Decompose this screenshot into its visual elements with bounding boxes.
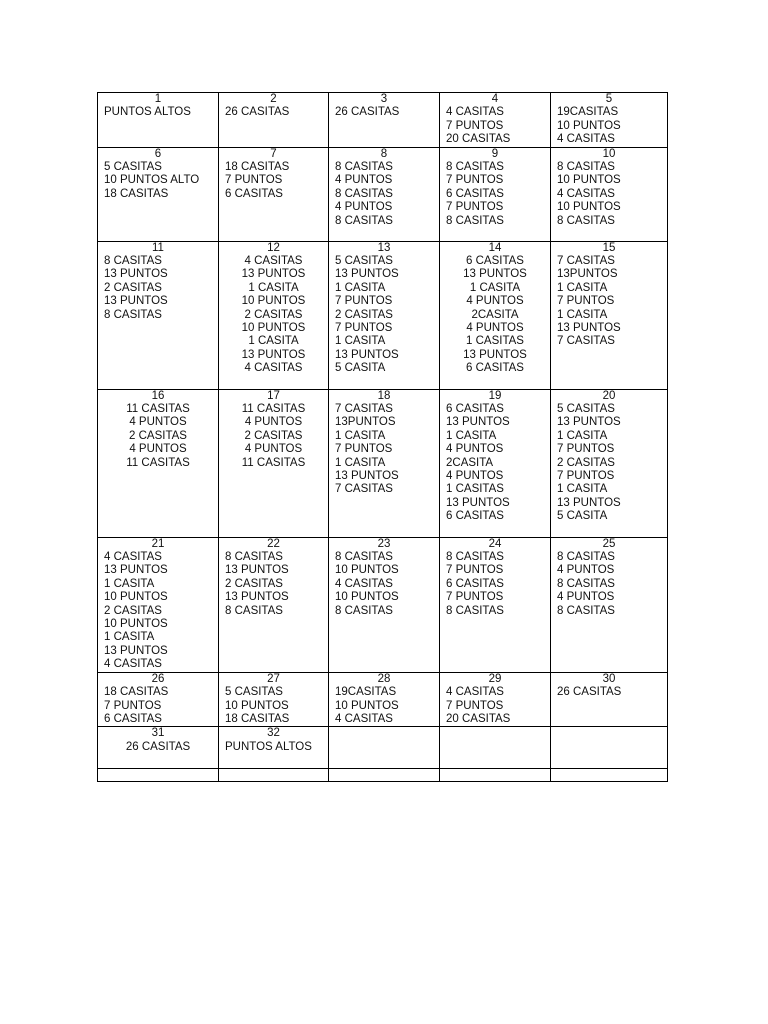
cell-line: 5 CASITA	[335, 362, 386, 375]
cell-line: 13 PUNTOS	[104, 644, 168, 657]
cell-line: 4 CASITAS	[244, 255, 303, 268]
cell-number: 17	[267, 389, 280, 402]
cell-number: 21	[151, 537, 165, 550]
table-cell	[98, 389, 219, 537]
cell-number: 26	[151, 672, 165, 685]
cell-line: 4 PUNTOS	[129, 416, 187, 429]
cell-line: 13 PUNTOS	[335, 470, 399, 483]
cell-line: 1 CASITAS	[446, 483, 504, 496]
cell-line: 1 CASITA	[335, 335, 386, 348]
cell-line: 4 PUNTOS	[335, 174, 393, 187]
cell-line: 8 CASITAS	[446, 161, 504, 174]
table-cell	[98, 727, 219, 769]
table-cell	[219, 389, 329, 537]
cell-line: 6 CASITAS	[104, 712, 162, 725]
cell-number: 13	[377, 241, 391, 254]
cell-line: 26 CASITAS	[225, 106, 290, 119]
cell-line: 1 CASITA	[446, 429, 497, 442]
cell-line: 2CASITA	[471, 308, 519, 321]
table-cell	[329, 147, 440, 241]
cell-line: 13 PUNTOS	[241, 268, 306, 281]
table-cell	[329, 241, 440, 389]
cell-line: 5 CASITAS	[104, 161, 162, 174]
cell-number: 8	[380, 147, 388, 160]
cell-number: 30	[602, 672, 616, 685]
cell-line: 4 PUNTOS	[557, 564, 615, 577]
cell-line: 13 PUNTOS	[446, 496, 510, 509]
cell-number: 9	[491, 147, 499, 160]
cell-line: 6 CASITAS	[466, 362, 524, 375]
cell-number: 18	[377, 389, 391, 402]
cell-number: 12	[267, 241, 280, 254]
cell-line: 8 CASITAS	[557, 214, 615, 227]
cell-line: 8 CASITAS	[335, 551, 393, 564]
cell-number: 6	[154, 147, 162, 160]
cell-line: 19CASITAS	[335, 686, 397, 699]
cell-number: 19	[488, 389, 502, 402]
cell-line: 13 PUNTOS	[446, 416, 510, 429]
cell-line: 8 CASITAS	[557, 604, 615, 617]
cell-line: 13 PUNTOS	[241, 348, 306, 361]
cell-line: 13 PUNTOS	[557, 416, 621, 429]
table-cell	[98, 241, 219, 389]
cell-line: 26 CASITAS	[557, 686, 622, 699]
table-cell	[440, 93, 551, 148]
table-cell	[219, 241, 329, 389]
table-row	[98, 727, 668, 769]
cell-line: 1 CASITA	[104, 577, 155, 590]
cell-line: 11 CASITAS	[241, 456, 306, 469]
table-cell	[329, 93, 440, 148]
cell-line: 4 CASITAS	[244, 362, 303, 375]
cell-line: 11 CASITAS	[126, 403, 190, 416]
cell-line: 10 PUNTOS	[241, 295, 306, 308]
cell-line: 7 PUNTOS	[446, 699, 504, 712]
cell-line: 2 CASITAS	[104, 604, 162, 617]
table-cell	[329, 537, 440, 672]
cell-line: 2 CASITAS	[104, 281, 162, 294]
cell-line: 7 PUNTOS	[446, 591, 504, 604]
cell-line: 4 PUNTOS	[244, 416, 303, 429]
table-cell	[329, 769, 440, 782]
table-row	[98, 389, 668, 537]
table-cell	[219, 727, 329, 769]
cell-line: 7 PUNTOS	[335, 322, 393, 335]
cell-line: 1 CASITA	[248, 281, 299, 294]
cell-line: PUNTOS ALTOS	[225, 740, 312, 753]
table-cell	[440, 769, 551, 782]
cell-line: 19CASITAS	[557, 106, 619, 119]
cell-line: 4 CASITAS	[446, 106, 504, 119]
cell-number: 24	[488, 537, 502, 550]
table-cell	[440, 389, 551, 537]
table-cell	[551, 727, 668, 769]
cell-line: 7 PUNTOS	[104, 699, 162, 712]
table-cell	[329, 389, 440, 537]
cell-line: 10 PUNTOS	[335, 564, 399, 577]
cell-number: 16	[151, 389, 165, 402]
cell-line: 10 PUNTOS	[335, 591, 399, 604]
cell-line: 8 CASITAS	[335, 161, 393, 174]
cell-line: 1 CASITA	[557, 281, 608, 294]
cell-line: 7 PUNTOS	[557, 295, 615, 308]
cell-line: 5 CASITAS	[225, 686, 283, 699]
table-row	[98, 672, 668, 727]
cell-line: 1 CASITA	[335, 456, 386, 469]
table-cell	[551, 93, 668, 148]
cell-line: PUNTOS ALTOS	[104, 106, 191, 119]
cell-line: 20 CASITAS	[446, 133, 511, 146]
cell-line: 6 CASITAS	[446, 187, 504, 200]
cell-line: 4 PUNTOS	[466, 295, 524, 308]
cell-line: 10 PUNTOS ALTO	[104, 174, 200, 187]
table-cell	[440, 672, 551, 727]
table-cell	[98, 93, 219, 148]
table-cell	[219, 147, 329, 241]
cell-line: 4 PUNTOS	[446, 443, 504, 456]
cell-line: 4 CASITAS	[335, 712, 393, 725]
cell-line: 7 PUNTOS	[446, 174, 504, 187]
cell-line: 8 CASITAS	[335, 214, 393, 227]
cell-line: 10 PUNTOS	[241, 322, 306, 335]
cell-line: 8 CASITAS	[557, 551, 615, 564]
cell-number: 14	[488, 241, 502, 254]
table-row	[98, 93, 668, 148]
cell-number: 10	[602, 147, 616, 160]
cell-line: 1 CASITA	[557, 429, 608, 442]
cell-line: 10 PUNTOS	[557, 174, 621, 187]
cell-line: 18 CASITAS	[104, 187, 169, 200]
table-cell	[440, 147, 551, 241]
cell-line: 7 PUNTOS	[335, 443, 393, 456]
cell-line: 11 CASITAS	[126, 456, 190, 469]
table-cell	[98, 147, 219, 241]
cell-line: 4 CASITAS	[446, 686, 504, 699]
cell-line: 13 PUNTOS	[104, 295, 168, 308]
cell-line: 8 CASITAS	[104, 255, 162, 268]
cell-line: 6 CASITAS	[225, 187, 283, 200]
cell-line: 2 CASITAS	[129, 429, 187, 442]
cell-line: 13 PUNTOS	[335, 268, 399, 281]
cell-line: 7 PUNTOS	[335, 295, 393, 308]
cell-number: 22	[267, 537, 280, 550]
cell-line: 2 CASITAS	[335, 308, 393, 321]
cell-line: 13PUNTOS	[557, 268, 618, 281]
table-cell	[98, 672, 219, 727]
cell-line: 8 CASITAS	[104, 308, 162, 321]
cell-number: 11	[152, 241, 164, 254]
cell-line: 7 CASITAS	[557, 255, 615, 268]
cell-line: 1 CASITA	[557, 483, 608, 496]
cell-number: 32	[267, 727, 280, 740]
cell-line: 6 CASITAS	[466, 255, 524, 268]
table-cell	[98, 537, 219, 672]
table-cell	[551, 147, 668, 241]
cell-line: 10 PUNTOS	[557, 201, 621, 214]
cell-line: 7 CASITAS	[557, 335, 615, 348]
cell-line: 1 CASITA	[469, 281, 521, 294]
cell-line: 26 CASITAS	[125, 740, 191, 753]
cell-line: 4 CASITAS	[104, 658, 162, 671]
cell-line: 8 CASITAS	[225, 551, 283, 564]
cell-number: 7	[270, 147, 277, 160]
cell-line: 2CASITA	[446, 456, 494, 469]
cell-line: 6 CASITAS	[446, 577, 504, 590]
table-cell	[440, 241, 551, 389]
table-row	[98, 241, 668, 389]
cell-line: 7 CASITAS	[335, 483, 393, 496]
cell-line: 13 PUNTOS	[104, 564, 168, 577]
cell-line: 13PUNTOS	[335, 416, 396, 429]
cell-number: 5	[605, 93, 613, 105]
cell-line: 4 PUNTOS	[466, 322, 524, 335]
cell-line: 1 CASITA	[248, 335, 299, 348]
cell-line: 18 CASITAS	[225, 161, 290, 174]
cell-line: 2 CASITAS	[244, 429, 303, 442]
cell-line: 2 CASITAS	[225, 577, 283, 590]
cell-line: 8 CASITAS	[557, 161, 615, 174]
cell-line: 26 CASITAS	[335, 106, 400, 119]
table-cell	[440, 537, 551, 672]
cell-line: 7 PUNTOS	[225, 174, 283, 187]
cell-line: 4 PUNTOS	[557, 591, 615, 604]
cell-number: 1	[154, 93, 162, 105]
cell-line: 8 CASITAS	[446, 551, 504, 564]
cell-line: 13 PUNTOS	[225, 564, 289, 577]
cell-number: 3	[380, 93, 388, 105]
table-row	[98, 537, 668, 672]
cell-number: 27	[267, 672, 280, 685]
cell-line: 2 CASITAS	[244, 308, 303, 321]
cell-line: 4 CASITAS	[557, 187, 615, 200]
cell-line: 10 PUNTOS	[557, 119, 621, 132]
cell-line: 10 PUNTOS	[104, 591, 168, 604]
cell-number: 2	[270, 93, 277, 105]
cell-line: 7 PUNTOS	[557, 470, 615, 483]
cell-number: 4	[491, 93, 499, 105]
table-row	[98, 769, 668, 782]
cell-line: 8 CASITAS	[557, 577, 615, 590]
cell-number: 23	[377, 537, 391, 550]
table-cell	[329, 672, 440, 727]
cell-line: 6 CASITAS	[446, 510, 504, 523]
cell-line: 4 CASITAS	[335, 577, 393, 590]
table-cell	[329, 727, 440, 769]
cell-line: 2 CASITAS	[557, 456, 615, 469]
cell-line: 13 PUNTOS	[557, 496, 621, 509]
cell-line: 1 CASITA	[335, 429, 386, 442]
cell-line: 4 CASITAS	[557, 133, 615, 146]
cell-line: 4 PUNTOS	[335, 201, 393, 214]
table-cell	[219, 537, 329, 672]
cell-line: 4 PUNTOS	[244, 443, 303, 456]
cell-line: 13 PUNTOS	[557, 322, 621, 335]
cell-line: 13 PUNTOS	[225, 591, 289, 604]
table-cell	[219, 769, 329, 782]
cell-number: 15	[602, 241, 616, 254]
cell-line: 4 PUNTOS	[446, 470, 504, 483]
cell-line: 13 PUNTOS	[104, 268, 168, 281]
cell-line: 13 PUNTOS	[463, 348, 527, 361]
cell-line: 13 PUNTOS	[463, 268, 527, 281]
cell-line: 5 CASITAS	[335, 255, 393, 268]
cell-line: 7 PUNTOS	[446, 201, 504, 214]
cell-line: 1 CASITAS	[466, 335, 524, 348]
cell-line: 7 PUNTOS	[557, 443, 615, 456]
pattern-table	[97, 92, 668, 782]
cell-line: 8 CASITAS	[446, 604, 504, 617]
cell-number: 31	[151, 727, 165, 740]
table-cell	[98, 769, 219, 782]
cell-line: 10 PUNTOS	[225, 699, 289, 712]
cell-line: 7 PUNTOS	[446, 119, 504, 132]
cell-line: 1 CASITA	[335, 281, 386, 294]
table-row	[98, 147, 668, 241]
cell-line: 8 CASITAS	[446, 214, 504, 227]
cell-number: 20	[602, 389, 616, 402]
cell-line: 8 CASITAS	[335, 604, 393, 617]
table-cell	[551, 537, 668, 672]
table-cell	[551, 672, 668, 727]
cell-line: 11 CASITAS	[241, 403, 306, 416]
cell-line: 7 CASITAS	[335, 403, 393, 416]
cell-line: 18 CASITAS	[225, 712, 290, 725]
cell-line: 7 PUNTOS	[446, 564, 504, 577]
cell-number: 28	[377, 672, 391, 685]
cell-line: 5 CASITA	[557, 510, 608, 523]
table-cell	[551, 389, 668, 537]
table-cell	[219, 672, 329, 727]
cell-line: 18 CASITAS	[104, 686, 169, 699]
cell-line: 4 PUNTOS	[129, 443, 187, 456]
cell-line: 1 CASITA	[557, 308, 608, 321]
cell-line: 8 CASITAS	[335, 187, 393, 200]
cell-number: 25	[602, 537, 616, 550]
table-cell	[219, 93, 329, 148]
cell-number: 29	[488, 672, 502, 685]
table-cell	[551, 769, 668, 782]
cell-line: 10 PUNTOS	[335, 699, 399, 712]
cell-line: 10 PUNTOS	[104, 618, 168, 631]
cell-line: 13 PUNTOS	[335, 348, 399, 361]
cell-line: 5 CASITAS	[557, 403, 615, 416]
cell-line: 4 CASITAS	[104, 551, 162, 564]
cell-line: 8 CASITAS	[225, 604, 283, 617]
cell-line: 20 CASITAS	[446, 712, 511, 725]
cell-line: 1 CASITA	[104, 631, 155, 644]
cell-line: 6 CASITAS	[446, 403, 504, 416]
table-cell	[551, 241, 668, 389]
table-cell	[440, 727, 551, 769]
